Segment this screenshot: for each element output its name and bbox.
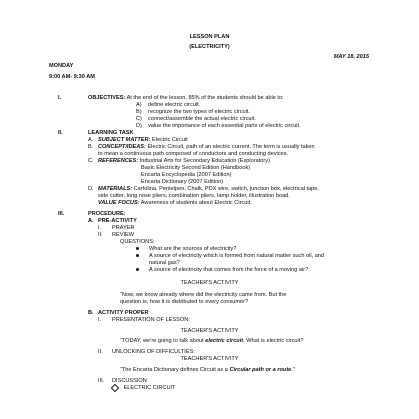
bullet-icon — [136, 268, 139, 271]
lesson-day: MONDAY — [49, 63, 74, 69]
review-question-cont: natural gas? — [149, 260, 180, 266]
unlocking-difficulties-line: II. UNLOCKING OF DIFFICULTIES: — [98, 349, 195, 355]
subject-matter-label: SUBJECT MATTER: — [98, 137, 151, 143]
objective-item-b: B) recognize the two types of electric circuit. — [136, 109, 250, 115]
lesson-date: MAY 18, 2015 — [333, 54, 369, 60]
review-question: What are the sources of electricity? — [149, 246, 237, 252]
materials-line-2: side cutter, long nose pliers, combination pliers, lamp holder, illustration boad. — [98, 193, 290, 199]
list-item — [136, 267, 139, 274]
review-question: A source of electricity that comes from the force of a moving air? — [149, 267, 309, 273]
objectives-label: OBJECTIVES: — [88, 95, 126, 101]
reference-item: Encarta Encyclopedia (2007 Edition) — [141, 172, 232, 178]
teacher-quote: “The Encarta Dictionary defines Circuit as a Circular path or a route.” — [120, 367, 295, 373]
diamond-bullet-icon — [111, 384, 119, 392]
teacher-quote: “Now, we know already where did the electricity came from. But the — [120, 292, 287, 298]
objective-item-c: C) connect/assemble the actual electric circuit. — [136, 116, 256, 122]
subject-matter-line: A. SUBJECT MATTER: Electric Circuit — [88, 137, 188, 143]
review-line: II. REVIEW — [98, 232, 135, 238]
teachers-activity-heading: TEACHER'S ACTIVITY — [180, 356, 239, 362]
references-label: REFERENCES: — [98, 158, 139, 164]
objectives-line — [88, 95, 284, 102]
teachers-activity-heading: TEACHER'S ACTIVITY — [180, 280, 239, 286]
materials-line: D. MATERIALS: Cartolina, Pentelpen, Chalk, PDX wire, switch, junction box, electrical tape, — [88, 186, 319, 192]
questions-label: QUESTIONS: — [120, 239, 155, 245]
document-subtitle: (ELECTRICITY) — [189, 44, 230, 50]
discussion-line: III. DISCUSSION — [98, 378, 147, 384]
concept-ideas-line-2: to mean a continuous path composed of conductors and conducting devices. — [98, 151, 288, 157]
reference-item: Encarta Dictionary (2007 Edition) — [141, 179, 224, 185]
concept-ideas-label: CONCEPT/IDEAS: — [98, 144, 146, 150]
teacher-quote-cont: question is, how it is distributed to every consumer? — [120, 299, 249, 305]
bullet-icon — [136, 254, 139, 257]
teachers-activity-heading: TEACHER'S ACTIVITY — [180, 328, 239, 334]
prayer-line: I. PRAYER — [98, 225, 135, 231]
section-numeral-learning-task: II. — [58, 130, 63, 136]
concept-ideas-line: B. CONCEPT/IDEAS: Electric Circuit, path of an electric current. The term is usually taken — [88, 144, 315, 150]
pre-activity-line: A. PRE-ACTIVITY — [88, 218, 137, 224]
procedure-label: PROCEDURE: — [88, 211, 126, 217]
learning-task-label: LEARNING TASK — [88, 130, 134, 136]
objectives-intro: At the end of the lesson, 85% of the students should be able to: — [126, 95, 284, 101]
bullet-icon — [136, 247, 139, 250]
teacher-quote: “TODAY, we’re going to talk about electric circuit. What is electric circuit? — [120, 338, 304, 344]
reference-item: Basic Electricity Second Edition (Handbook) — [141, 165, 251, 171]
materials-label: MATERIALS: — [98, 186, 133, 192]
objective-item-a: A) define electric circuit. — [136, 102, 201, 108]
value-focus-label: VALUE FOCUS: — [98, 200, 140, 206]
section-numeral-objectives: I. — [58, 95, 62, 101]
presentation-line: I. PRESENTATION OF LESSON: — [98, 317, 190, 323]
value-focus-line: VALUE FOCUS: Awareness of students about Electric Circuit. — [98, 200, 252, 206]
list-item — [136, 253, 139, 260]
references-line: C. REFERENCES: Industrial Arts for Secondary Education (Exploratory) — [88, 158, 270, 164]
section-numeral-procedure: III. — [58, 211, 65, 217]
objective-item-d: D) value the importance of each essential parts of electric circuit. — [136, 123, 301, 129]
lesson-time: 9:00 AM- 9:30 AM — [49, 74, 95, 80]
document-title: LESSON PLAN — [189, 34, 230, 40]
list-item — [136, 246, 139, 253]
list-item: ELECTRIC CIRCUIT — [112, 385, 175, 392]
activity-proper-line: B. ACTIVITY PROPER — [88, 310, 149, 316]
review-question: A source of electricity which is formed from natural matter such oil, and — [149, 253, 325, 259]
